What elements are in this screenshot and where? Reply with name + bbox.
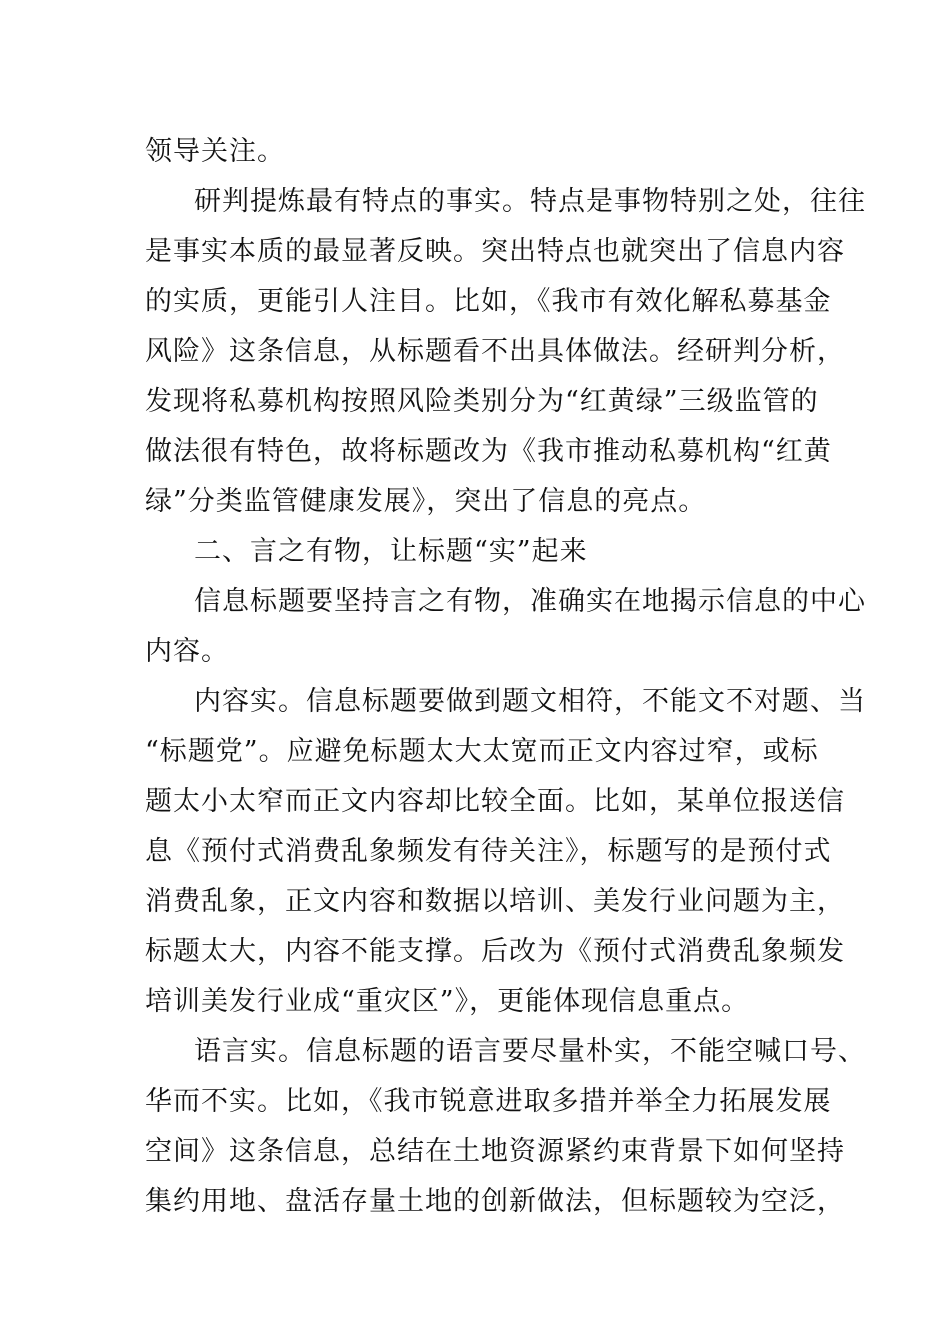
text-line: 绿”分类监管健康发展》，突出了信息的亮点。 [145,486,707,517]
text-line: 做法很有特色，故将标题改为《我市推动私募机构“红黄 [145,436,832,467]
text-line: 风险》这条信息，从标题看不出具体做法。经研判分析， [145,336,845,367]
text-line: 领导关注。 [145,136,285,167]
text-line: 内容。 [145,636,229,667]
paragraph-first-line: 内容实。信息标题要做到题文相符，不能文不对题、当 [194,686,866,717]
text-line: 空间》这条信息，总结在土地资源紧约束背景下如何坚持 [145,1136,845,1167]
text-line: 的实质，更能引人注目。比如，《我市有效化解私募基金 [145,286,832,317]
paragraph-first-line: 信息标题要坚持言之有物，准确实在地揭示信息的中心 [194,586,866,617]
text-line: 发现将私募机构按照风险类别分为“红黄绿”三级监管的 [145,386,819,417]
section-heading: 二、言之有物，让标题“实”起来 [194,536,588,567]
paragraph-first-line: 语言实。信息标题的语言要尽量朴实，不能空喊口号、 [194,1036,866,1067]
text-line: 是事实本质的最显著反映。突出特点也就突出了信息内容 [145,236,845,267]
text-line: 培训美发行业成“重灾区”》，更能体现信息重点。 [145,986,750,1017]
text-line: 标题太大，内容不能支撑。后改为《预付式消费乱象频发 [145,936,845,967]
text-line: 消费乱象，正文内容和数据以培训、美发行业问题为主， [145,886,845,917]
paragraph-first-line: 研判提炼最有特点的事实。特点是事物特别之处，往往 [194,186,866,217]
text-line: 题太小太窄而正文内容却比较全面。比如，某单位报送信 [145,786,845,817]
text-line: “标题党”。应避免标题太大太宽而正文内容过窄，或标 [145,736,819,767]
text-line: 息《预付式消费乱象频发有待关注》，标题写的是预付式 [145,836,832,867]
text-line: 集约用地、盘活存量土地的创新做法，但标题较为空泛， [145,1186,845,1217]
text-line: 华而不实。比如，《我市锐意进取多措并举全力拓展发展 [145,1086,832,1117]
